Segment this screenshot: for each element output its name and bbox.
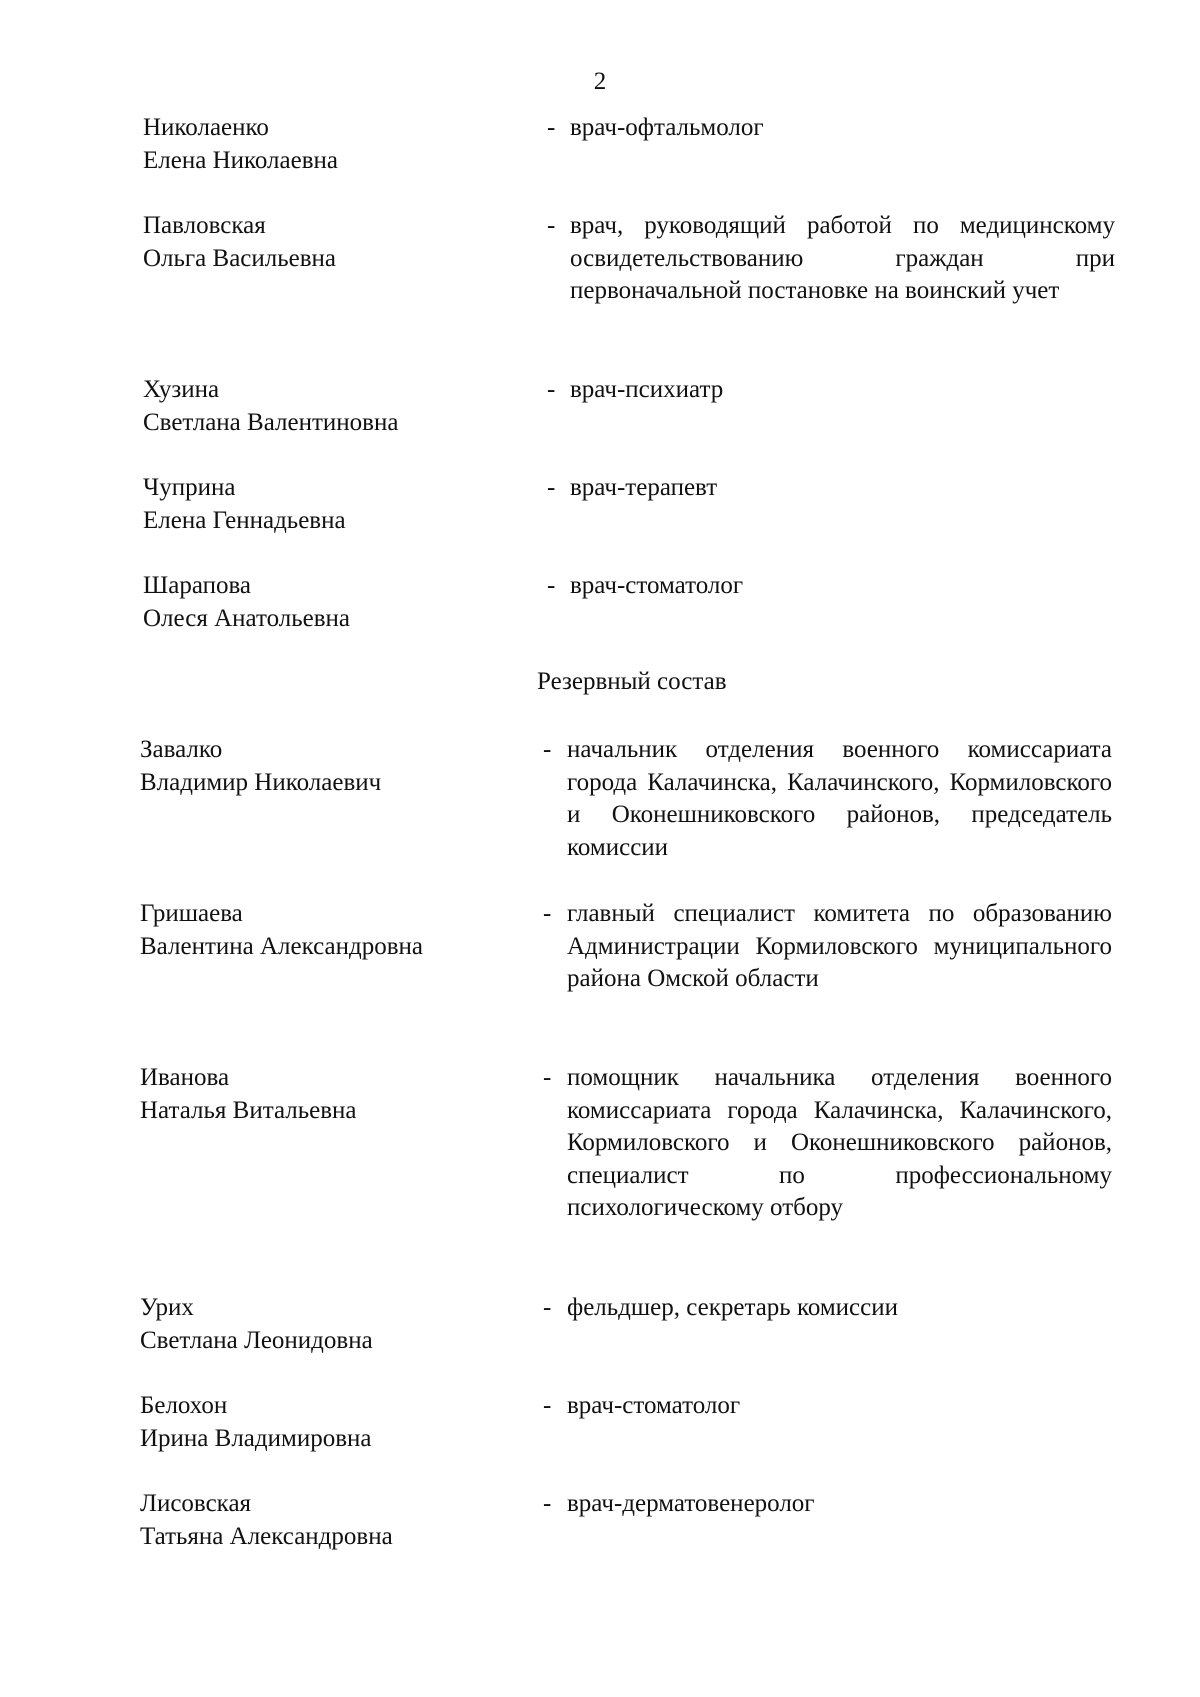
member-given-names: Ирина Владимировна xyxy=(140,1424,372,1452)
dash: - xyxy=(547,114,556,141)
member-name xyxy=(140,1390,490,1455)
member-role: врач-офтальмолог xyxy=(570,114,764,141)
member-surname: Хузина xyxy=(143,376,220,403)
dash: - xyxy=(547,376,556,403)
dash: - xyxy=(543,900,552,927)
dash: - xyxy=(547,572,556,599)
member-role: главный специалист комитета по образованию Администрации Кормиловского муниципального района Омской области xyxy=(567,900,1112,992)
dash: - xyxy=(543,1064,552,1091)
member-given-names: Наталья Витальевна xyxy=(140,1096,357,1124)
member-name xyxy=(140,1062,490,1127)
member-given-names: Елена Николаевна xyxy=(143,146,338,174)
member-surname: Николаенко xyxy=(143,114,269,141)
member-given-names: Ольга Васильевна xyxy=(143,244,337,272)
member-name xyxy=(143,374,493,439)
page-number: 2 xyxy=(593,68,607,95)
member-role: врач-стоматолог xyxy=(567,1392,741,1419)
member-surname: Лисовская xyxy=(140,1490,252,1517)
member-name xyxy=(143,112,493,177)
dash: - xyxy=(543,736,552,763)
member-surname: Белохон xyxy=(140,1392,228,1419)
member-given-names: Светлана Леонидовна xyxy=(140,1326,373,1354)
member-role: врач-терапевт xyxy=(570,474,718,501)
member-name xyxy=(143,210,493,275)
member-surname: Иванова xyxy=(140,1064,230,1091)
member-name xyxy=(140,898,490,963)
dash: - xyxy=(547,212,556,239)
member-surname: Чуприна xyxy=(143,474,236,501)
member-given-names: Светлана Валентиновна xyxy=(143,408,399,436)
member-surname: Завалко xyxy=(140,736,223,763)
member-role: врач-психиатр xyxy=(570,376,724,403)
member-role: помощник начальника отделения военного комиссариата города Калачинска, Калачинского, Кормиловского и Оконешниковского районов, специалист по профессиональному психологическому отбору xyxy=(567,1064,1112,1221)
member-given-names: Валентина Александровна xyxy=(140,932,423,960)
member-role: врач-стоматолог xyxy=(570,572,744,599)
member-given-names: Олеся Анатольевна xyxy=(143,604,350,632)
member-role: врач, руководящий работой по медицинскому освидетельствованию граждан при первоначальной постановке на воинский учет xyxy=(570,212,1115,304)
dash: - xyxy=(543,1392,552,1419)
dash: - xyxy=(543,1490,552,1517)
reserve-section-title: Резервный состав xyxy=(537,668,727,695)
member-given-names: Владимир Николаевич xyxy=(140,768,382,796)
member-surname: Шарапова xyxy=(143,572,252,599)
member-name xyxy=(140,1292,490,1357)
member-name xyxy=(143,472,493,537)
member-surname: Урих xyxy=(140,1294,194,1321)
member-given-names: Елена Геннадьевна xyxy=(143,506,346,534)
member-given-names: Татьяна Александровна xyxy=(140,1522,393,1550)
member-name xyxy=(140,1488,490,1553)
dash: - xyxy=(547,474,556,501)
member-surname: Павловская xyxy=(143,212,266,239)
member-name xyxy=(143,570,493,635)
member-name xyxy=(140,734,490,799)
dash: - xyxy=(543,1294,552,1321)
member-role: фельдшер, секретарь комиссии xyxy=(567,1294,899,1321)
member-role: врач-дерматовенеролог xyxy=(567,1490,815,1517)
member-surname: Гришаева xyxy=(140,900,243,927)
member-role: начальник отделения военного комиссариата города Калачинска, Калачинского, Кормиловского и Оконешниковского районов, председатель комиссии xyxy=(567,736,1112,861)
